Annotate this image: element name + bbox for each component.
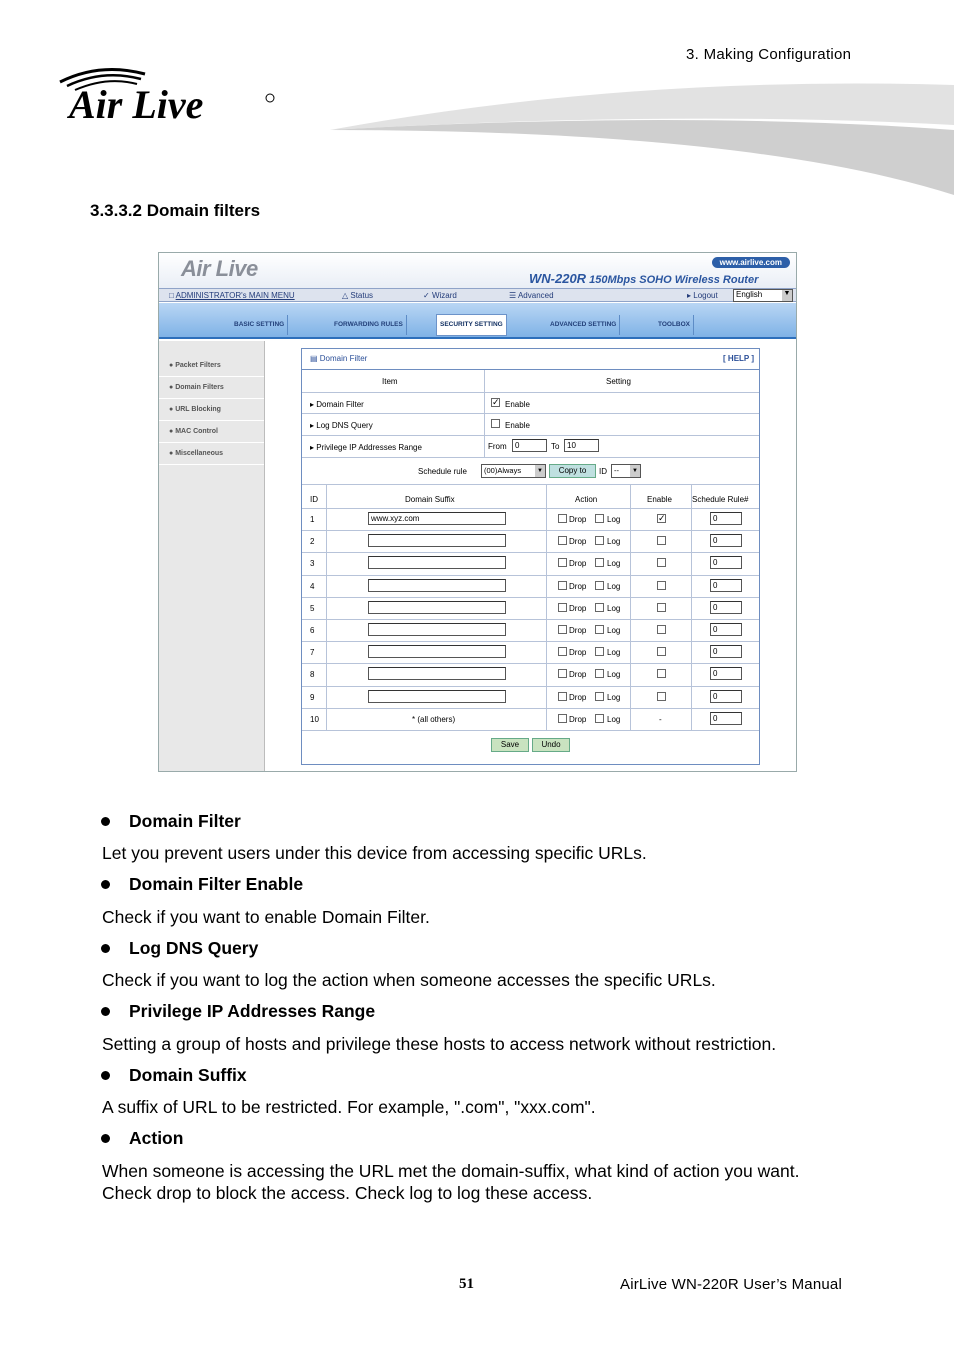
- log-label: Log: [607, 581, 621, 591]
- drop-checkbox[interactable]: [558, 558, 567, 567]
- router-model-name: WN-220R: [529, 271, 587, 286]
- bullet-icon: [101, 1071, 110, 1080]
- schedule-rule-input[interactable]: 0: [710, 556, 742, 569]
- row-divider: [302, 552, 759, 553]
- tab-advanced-setting[interactable]: ADVANCED SETTING: [547, 315, 620, 335]
- log-label: Log: [607, 626, 621, 635]
- router-sidebar: [159, 341, 265, 771]
- bullet-heading-domain-filter: Domain Filter: [104, 811, 241, 832]
- bullet-heading-log-dns: Log DNS Query: [104, 938, 258, 959]
- paragraph-action-2: Check drop to block the access. Check log to log these access.: [102, 1183, 593, 1203]
- schedule-rule-input[interactable]: 0: [710, 667, 742, 680]
- rule-enable-checkbox[interactable]: [657, 558, 666, 567]
- row-domain-filter-label: ▸ Domain Filter: [310, 400, 364, 409]
- rule-enable-checkbox[interactable]: [657, 647, 666, 656]
- id-select[interactable]: -- ▼: [611, 464, 641, 478]
- from-label: From: [488, 442, 507, 451]
- log-dns-enable-label: Enable: [505, 421, 530, 430]
- domain-suffix-input[interactable]: [368, 645, 506, 658]
- rule-id: 6: [310, 626, 315, 635]
- bullet-icon: [101, 817, 110, 826]
- log-checkbox[interactable]: [595, 558, 604, 567]
- section-heading: 3.3.3.2 Domain filters: [90, 201, 261, 220]
- log-checkbox[interactable]: [595, 603, 604, 612]
- router-brand-logo: Air Live: [181, 256, 258, 281]
- log-checkbox[interactable]: [595, 625, 604, 634]
- row-log-dns-label: ▸ Log DNS Query: [310, 421, 373, 430]
- drop-label: Drop: [569, 515, 587, 524]
- airlive-logo: [55, 60, 285, 130]
- row-divider: [302, 686, 759, 687]
- drop-checkbox[interactable]: [558, 625, 567, 634]
- undo-button[interactable]: Undo: [532, 738, 570, 752]
- drop-checkbox[interactable]: [558, 514, 567, 523]
- rule-id: 8: [310, 670, 315, 680]
- tab-basic-setting[interactable]: BASIC SETTING: [231, 315, 288, 335]
- domain-suffix-input[interactable]: [368, 534, 506, 547]
- drop-label: Drop: [569, 559, 587, 569]
- drop-checkbox[interactable]: [558, 536, 567, 545]
- rule-enable-checkbox[interactable]: [657, 692, 666, 701]
- rule-id: 1: [310, 515, 315, 524]
- router-tab-bar: [159, 303, 796, 339]
- rule-enable-checkbox[interactable]: [657, 669, 666, 678]
- row-divider: [302, 663, 759, 664]
- tab-toolbox[interactable]: TOOLBOX: [655, 315, 694, 335]
- schedule-rule-input[interactable]: 0: [710, 645, 742, 658]
- router-model: [529, 271, 758, 286]
- paragraph-domain-filter: Let you prevent users under this device from accessing specific URLs.: [102, 843, 647, 863]
- paragraph-privilege: Setting a group of hosts and privilege these hosts to access network without restriction.: [102, 1034, 777, 1054]
- log-label: Log: [607, 670, 621, 680]
- drop-checkbox[interactable]: [558, 669, 567, 678]
- save-button[interactable]: Save: [491, 738, 529, 752]
- drop-label: Drop: [569, 603, 587, 613]
- rule-enable-checkbox[interactable]: [657, 603, 666, 612]
- row-privilege-label: ▸ Privilege IP Addresses Range: [310, 443, 422, 452]
- log-checkbox[interactable]: [595, 714, 604, 723]
- drop-checkbox[interactable]: [558, 603, 567, 612]
- domain-suffix-input[interactable]: [368, 556, 506, 569]
- chevron-down-icon: ▼: [630, 465, 640, 477]
- schedule-rule-input[interactable]: 0: [710, 601, 742, 614]
- privilege-from-input[interactable]: 0: [512, 439, 547, 452]
- paragraph-domain-suffix: A suffix of URL to be restricted. For example, ".com", "xxx.com".: [102, 1097, 596, 1117]
- nav-status[interactable]: △ Status: [342, 291, 374, 300]
- log-label: Log: [607, 559, 621, 569]
- bullet-icon: [101, 1007, 110, 1016]
- domain-suffix-input[interactable]: [368, 579, 506, 592]
- sidebar-item-url-blocking[interactable]: ● URL Blocking: [159, 399, 264, 421]
- schedule-rule-input[interactable]: 0: [710, 512, 742, 525]
- log-checkbox[interactable]: [595, 536, 604, 545]
- drop-checkbox[interactable]: [558, 647, 567, 656]
- rule-enable-checkbox[interactable]: [657, 536, 666, 545]
- drop-label: Drop: [569, 581, 587, 591]
- row-divider: [302, 619, 759, 620]
- schedule-rule-select[interactable]: (00)Always ▼: [481, 464, 546, 478]
- drop-checkbox[interactable]: [558, 581, 567, 590]
- rule-enable-checkbox[interactable]: [657, 625, 666, 634]
- log-checkbox[interactable]: [595, 669, 604, 678]
- drop-checkbox[interactable]: [558, 692, 567, 701]
- router-nav-bar: [159, 288, 796, 302]
- log-label: Log: [607, 603, 621, 613]
- rule-enable-checkbox[interactable]: [657, 581, 666, 590]
- sidebar-item-packet-filters[interactable]: ● Packet Filters: [159, 355, 264, 377]
- schedule-rule-input[interactable]: 0: [710, 690, 742, 703]
- domain-suffix-input[interactable]: [368, 690, 506, 703]
- row-divider: [302, 597, 759, 598]
- chevron-down-icon: ▼: [782, 290, 792, 301]
- table-header-enable: Enable: [647, 495, 672, 504]
- nav-wizard[interactable]: ✓ Wizard: [423, 291, 457, 300]
- domain-filter-enable-checkbox[interactable]: ✓: [492, 397, 500, 407]
- domain-suffix-input[interactable]: [368, 601, 506, 614]
- bullet-heading-privilege: Privilege IP Addresses Range: [104, 1001, 375, 1022]
- log-checkbox[interactable]: [595, 692, 604, 701]
- log-checkbox[interactable]: [595, 514, 604, 523]
- chapter-header: 3. Making Configuration: [686, 46, 852, 63]
- table-header-action: Action: [575, 495, 598, 504]
- drop-label: Drop: [569, 670, 587, 680]
- bullet-heading-domain-suffix: Domain Suffix: [104, 1065, 247, 1086]
- router-url-badge[interactable]: www.airlive.com: [712, 257, 790, 268]
- sidebar-item-domain-filters[interactable]: ● Domain Filters: [159, 377, 264, 399]
- rule-suffix-text: * (all others): [412, 714, 456, 724]
- log-checkbox[interactable]: [595, 647, 604, 656]
- table-header-suffix: Domain Suffix: [405, 495, 455, 504]
- chevron-down-icon: ▼: [535, 465, 545, 477]
- schedule-rule-input[interactable]: 0: [710, 534, 742, 547]
- bullet-heading-domain-filter-enable: Domain Filter Enable: [104, 874, 303, 895]
- domain-filter-enable-label: Enable: [505, 400, 530, 409]
- manual-title: AirLive WN-220R User’s Manual: [620, 1276, 842, 1293]
- log-label: Log: [607, 537, 621, 547]
- paragraph-log-dns: Check if you want to log the action when someone accesses the specific URLs.: [102, 970, 716, 990]
- paragraph-domain-filter-enable: Check if you want to enable Domain Filter.: [102, 907, 430, 927]
- schedule-rule-input[interactable]: 0: [710, 579, 742, 592]
- privilege-to-input[interactable]: 10: [564, 439, 599, 452]
- rule-id: 4: [310, 581, 315, 591]
- row-divider: [302, 575, 759, 576]
- drop-label: Drop: [569, 537, 587, 547]
- language-select[interactable]: English ▼: [733, 289, 793, 302]
- drop-label: Drop: [569, 714, 587, 724]
- nav-advanced[interactable]: ☰ Advanced: [509, 291, 554, 300]
- nav-logout[interactable]: ▸ Logout: [687, 291, 718, 300]
- router-banner: [159, 253, 796, 288]
- drop-label: Drop: [569, 648, 587, 658]
- col-setting-header: Setting: [606, 377, 631, 386]
- to-label: To: [551, 442, 560, 451]
- page-number: 51: [459, 1276, 474, 1292]
- drop-checkbox[interactable]: [558, 714, 567, 723]
- table-header-id: ID: [310, 495, 318, 504]
- drop-label: Drop: [569, 626, 587, 635]
- paragraph-action: When someone is accessing the URL met the domain-suffix, what kind of action you want.: [102, 1161, 800, 1181]
- table-header-schedule: Schedule Rule#: [692, 495, 749, 504]
- router-screenshot: [158, 252, 797, 772]
- tab-forwarding-rules[interactable]: FORWARDING RULES: [331, 315, 407, 335]
- router-model-desc: 150Mbps SOHO Wireless Router: [589, 274, 759, 286]
- bullet-icon: [101, 880, 110, 889]
- sidebar-item-mac-control[interactable]: ● MAC Control: [159, 421, 264, 443]
- log-label: Log: [607, 714, 621, 724]
- domain-suffix-input[interactable]: [368, 623, 506, 636]
- rule-enable-checkbox[interactable]: ✓: [658, 513, 666, 523]
- schedule-rule-input[interactable]: 0: [710, 712, 742, 725]
- domain-filter-panel: [301, 348, 760, 765]
- row-divider: [302, 708, 759, 709]
- svg-text:Air Live: Air Live: [69, 82, 204, 127]
- col-item-header: Item: [382, 377, 398, 386]
- bullet-icon: [101, 944, 110, 953]
- row-divider: [302, 641, 759, 642]
- log-label: Log: [607, 692, 621, 702]
- schedule-rule-label: Schedule rule: [418, 467, 467, 476]
- copy-to-button[interactable]: Copy to: [549, 464, 596, 478]
- rule-id: 10: [310, 714, 319, 724]
- panel-header: [302, 349, 759, 370]
- nav-main-menu[interactable]: □ ADMINISTRATOR's MAIN MENU: [169, 291, 295, 300]
- log-dns-enable-checkbox[interactable]: [491, 419, 500, 428]
- panel-title: ▤ Domain Filter: [310, 354, 368, 363]
- log-label: Log: [607, 515, 621, 524]
- drop-label: Drop: [569, 692, 587, 702]
- row-divider: [302, 530, 759, 531]
- rule-id: 3: [310, 559, 315, 569]
- rule-id: 9: [310, 692, 315, 702]
- help-link[interactable]: [ HELP ]: [723, 354, 754, 363]
- header-swoosh: [330, 70, 954, 200]
- bullet-icon: [101, 1134, 110, 1143]
- schedule-rule-input[interactable]: 0: [710, 623, 742, 636]
- domain-suffix-input[interactable]: www.xyz.com: [368, 512, 506, 525]
- rule-id: 7: [310, 648, 315, 658]
- log-checkbox[interactable]: [595, 581, 604, 590]
- rule-id: 2: [310, 537, 315, 547]
- domain-suffix-input[interactable]: [368, 667, 506, 680]
- rule-enable-text: -: [659, 714, 662, 724]
- sidebar-item-miscellaneous[interactable]: ● Miscellaneous: [159, 443, 264, 465]
- log-label: Log: [607, 648, 621, 658]
- tab-security-setting[interactable]: SECURITY SETTING: [436, 314, 507, 336]
- bullet-heading-action: Action: [104, 1128, 183, 1149]
- id-label: ID: [599, 467, 607, 476]
- rule-id: 5: [310, 603, 315, 613]
